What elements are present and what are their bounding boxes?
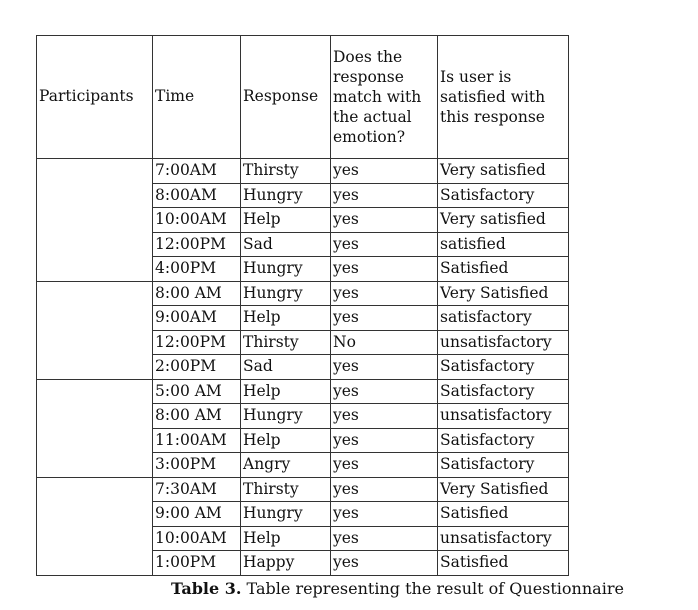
cell-time: 5:00 AM xyxy=(153,379,241,404)
caption-label: Table 3. xyxy=(171,579,242,598)
cell-satisfaction: satisfactory xyxy=(438,306,569,331)
cell-satisfaction: Satisfactory xyxy=(438,428,569,453)
cell-time: 7:30AM xyxy=(153,477,241,502)
cell-satisfaction: Satisfactory xyxy=(438,379,569,404)
table-caption xyxy=(171,579,624,598)
header-time: Time xyxy=(153,36,241,159)
table-body xyxy=(37,159,569,576)
cell-emotion-match: yes xyxy=(331,355,438,380)
cell-time: 3:00PM xyxy=(153,453,241,478)
cell-time: 2:00PM xyxy=(153,355,241,380)
cell-response: Hungry xyxy=(241,183,331,208)
cell-response: Help xyxy=(241,428,331,453)
cell-time: 9:00AM xyxy=(153,306,241,331)
cell-response: Thirsty xyxy=(241,477,331,502)
cell-satisfaction: Very satisfied xyxy=(438,159,569,184)
table-row xyxy=(37,281,569,306)
cell-time: 12:00PM xyxy=(153,330,241,355)
cell-emotion-match: yes xyxy=(331,306,438,331)
cell-time: 12:00PM xyxy=(153,232,241,257)
header-participants: Participants xyxy=(37,36,153,159)
cell-response: Hungry xyxy=(241,281,331,306)
table-row xyxy=(37,477,569,502)
cell-time: 1:00PM xyxy=(153,551,241,576)
cell-response: Help xyxy=(241,208,331,233)
cell-response: Hungry xyxy=(241,404,331,429)
cell-satisfaction: Satisfied xyxy=(438,551,569,576)
cell-emotion-match: yes xyxy=(331,281,438,306)
cell-emotion-match: yes xyxy=(331,183,438,208)
cell-participant xyxy=(37,281,153,379)
header-user-satisfied: Is user is satisfied with this response xyxy=(438,36,569,159)
cell-time: 8:00 AM xyxy=(153,404,241,429)
cell-time: 10:00AM xyxy=(153,526,241,551)
cell-time: 8:00 AM xyxy=(153,281,241,306)
cell-response: Help xyxy=(241,526,331,551)
header-response: Response xyxy=(241,36,331,159)
cell-satisfaction: satisfied xyxy=(438,232,569,257)
cell-response: Sad xyxy=(241,232,331,257)
cell-satisfaction: Satisfactory xyxy=(438,453,569,478)
caption-text: Table representing the result of Questionnaire xyxy=(241,579,624,598)
table-row xyxy=(37,379,569,404)
cell-satisfaction: Satisfied xyxy=(438,502,569,527)
cell-emotion-match: yes xyxy=(331,159,438,184)
cell-satisfaction: Satisfied xyxy=(438,257,569,282)
cell-response: Thirsty xyxy=(241,330,331,355)
cell-emotion-match: yes xyxy=(331,453,438,478)
cell-emotion-match: yes xyxy=(331,477,438,502)
cell-emotion-match: yes xyxy=(331,428,438,453)
cell-satisfaction: unsatisfactory xyxy=(438,526,569,551)
cell-satisfaction: Satisfactory xyxy=(438,355,569,380)
cell-response: Angry xyxy=(241,453,331,478)
table-row xyxy=(37,159,569,184)
cell-satisfaction: Satisfactory xyxy=(438,183,569,208)
cell-emotion-match: yes xyxy=(331,257,438,282)
cell-time: 7:00AM xyxy=(153,159,241,184)
cell-satisfaction: Very satisfied xyxy=(438,208,569,233)
cell-emotion-match: yes xyxy=(331,232,438,257)
cell-response: Thirsty xyxy=(241,159,331,184)
cell-satisfaction: unsatisfactory xyxy=(438,404,569,429)
header-row xyxy=(37,36,569,159)
cell-emotion-match: yes xyxy=(331,404,438,429)
cell-participant xyxy=(37,477,153,575)
cell-time: 9:00 AM xyxy=(153,502,241,527)
cell-emotion-match: yes xyxy=(331,526,438,551)
cell-time: 8:00AM xyxy=(153,183,241,208)
cell-time: 4:00PM xyxy=(153,257,241,282)
cell-response: Help xyxy=(241,306,331,331)
cell-participant xyxy=(37,379,153,477)
cell-satisfaction: Very Satisfied xyxy=(438,281,569,306)
header-emotion-match: Does the response match with the actual emotion? xyxy=(331,36,438,159)
cell-response: Hungry xyxy=(241,257,331,282)
cell-participant xyxy=(37,159,153,282)
cell-emotion-match: yes xyxy=(331,551,438,576)
cell-time: 10:00AM xyxy=(153,208,241,233)
cell-emotion-match: yes xyxy=(331,208,438,233)
cell-response: Happy xyxy=(241,551,331,576)
cell-response: Hungry xyxy=(241,502,331,527)
cell-emotion-match: yes xyxy=(331,502,438,527)
cell-response: Help xyxy=(241,379,331,404)
cell-response: Sad xyxy=(241,355,331,380)
cell-satisfaction: unsatisfactory xyxy=(438,330,569,355)
cell-emotion-match: yes xyxy=(331,379,438,404)
cell-time: 11:00AM xyxy=(153,428,241,453)
table-header xyxy=(37,36,569,159)
cell-emotion-match: No xyxy=(331,330,438,355)
cell-satisfaction: Very Satisfied xyxy=(438,477,569,502)
questionnaire-table xyxy=(36,35,569,576)
